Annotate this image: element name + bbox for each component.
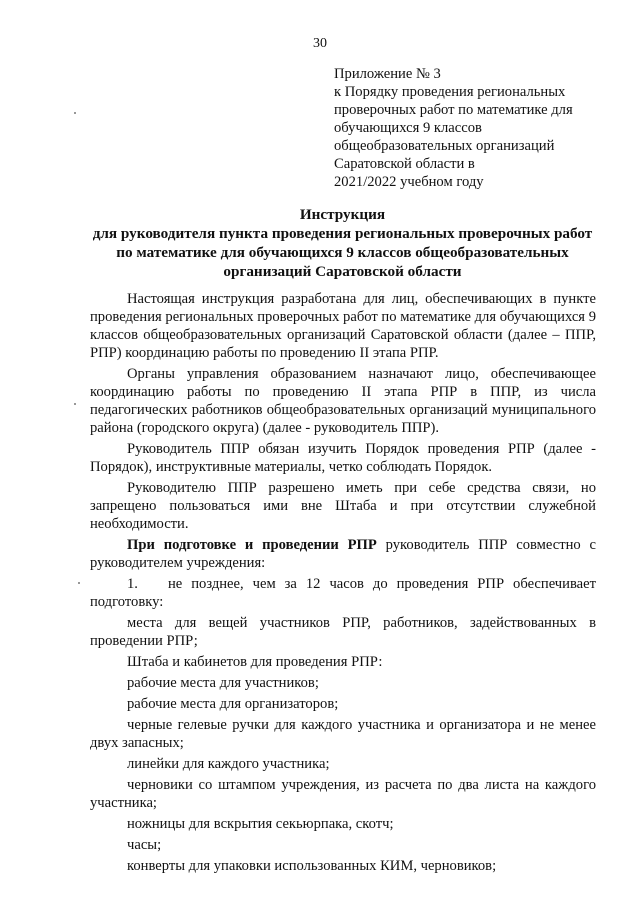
scan-speck [74, 112, 76, 114]
paragraph: Руководителю ППР разрешено иметь при себе средства связи, но запрещено пользоваться ими вне Штаба и при отсутствии служебной необходимости. [90, 480, 596, 532]
list-item: часы; [127, 837, 162, 853]
appendix-line: проверочных работ по математике для [334, 102, 573, 118]
appendix-line: к Порядку проведения региональных [334, 84, 566, 100]
appendix-line: Саратовской области в [334, 156, 475, 172]
item-text: не позднее, чем за 12 часов до проведения РПР обеспечивает подготовку: [90, 576, 596, 610]
appendix-block [334, 65, 624, 191]
paragraph: Настоящая инструкция разработана для лиц, обеспечивающих в пункте проведения региональных проверочных работ по математике для обучающихся 9 классов общеобразовательных организаций Саратовской области (далее – ППР, РПР) координацию работы по проведению II этапа РПР. [90, 291, 596, 361]
list-item: рабочие места для участников; [127, 675, 319, 691]
bold-lead: При подготовке и проведении РПР [127, 537, 377, 553]
appendix-line: обучающихся 9 классов [334, 120, 482, 136]
title-line: организаций Саратовской области [223, 263, 462, 280]
page-number: 30 [313, 36, 327, 51]
list-item: конверты для упаковки использованных КИМ, черновиков; [127, 858, 497, 874]
paragraph [90, 536, 596, 572]
title-line: для руководителя пункта проведения региональных проверочных работ [92, 225, 593, 242]
paragraph-rest: руководитель ППР совместно с руководителем учреждения: [90, 537, 596, 571]
list-item: ножницы для вскрытия секьюрпака, скотч; [127, 816, 394, 832]
appendix-line: Приложение № 3 [334, 66, 441, 82]
document-title [60, 205, 625, 281]
title-line: Инструкция [299, 206, 386, 223]
document-body [90, 290, 596, 878]
paragraph: Руководитель ППР обязан изучить Порядок проведения РПР (далее - Порядок), инструктивные материалы, четко соблюдать Порядок. [90, 441, 596, 475]
item-number: 1. [127, 576, 138, 592]
scan-speck [78, 582, 80, 584]
list-item: линейки для каждого участника; [127, 756, 330, 772]
list-item: Штаба и кабинетов для проведения РПР: [127, 654, 383, 670]
list-item: черные гелевые ручки для каждого участника и организатора и не менее двух запасных; [90, 717, 596, 751]
appendix-line: 2021/2022 учебном году [334, 174, 484, 190]
list-item: черновики со штампом учреждения, из расчета по два листа на каждого участника; [90, 777, 596, 811]
numbered-item [90, 575, 596, 611]
paragraph: Органы управления образованием назначают лицо, обеспечивающее координацию работы по проведению II этапа РПР в ППР, из числа педагогических работников общеобразовательных организаций муниципального района (городского округа) (далее - руководитель ППР). [90, 366, 596, 436]
appendix-line: общеобразовательных организаций [334, 138, 555, 154]
list-item: места для вещей участников РПР, работников, задействованных в проведении РПР; [90, 615, 596, 649]
title-line: по математике для обучающихся 9 классов общеобразовательных [116, 244, 569, 261]
list-item: рабочие места для организаторов; [127, 696, 339, 712]
scan-speck [74, 403, 76, 405]
